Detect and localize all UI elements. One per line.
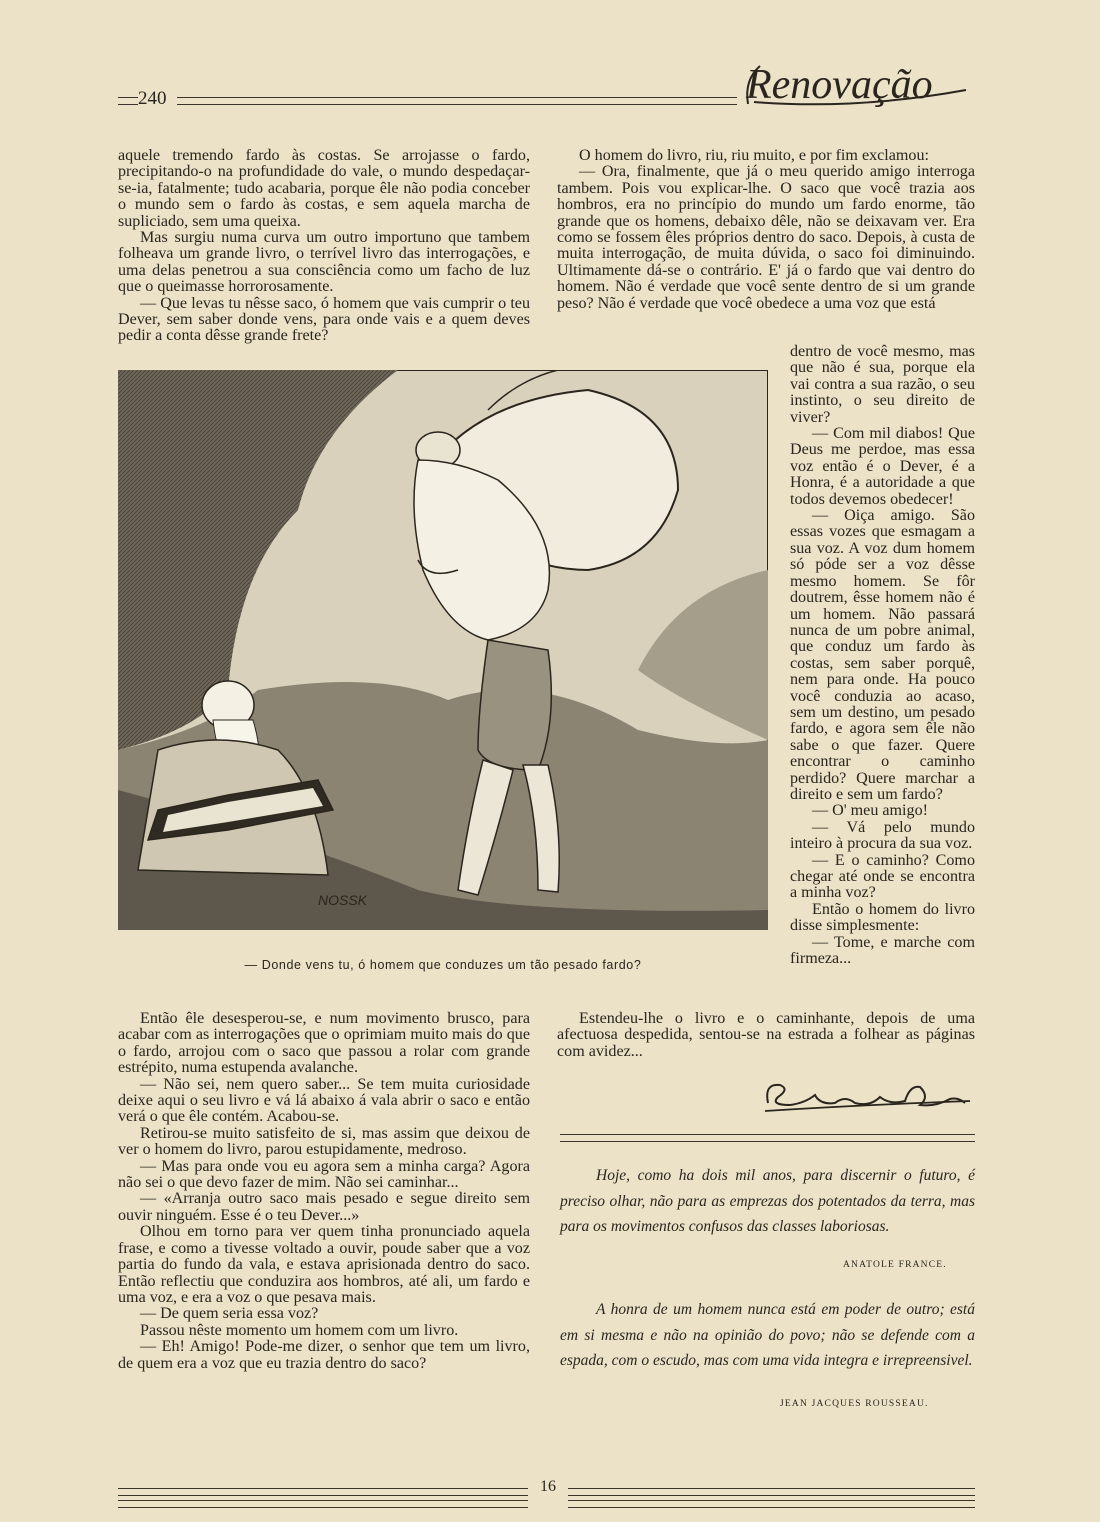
author-signature <box>760 1075 975 1115</box>
article-column-right-bottom <box>557 1011 975 1060</box>
paragraph: — Com mil diabos! Que Deus me perdoe, mas essa voz então é o Dever, é a Honra, é a autoridade a que todos devemos obedecer! <box>790 425 975 508</box>
paragraph: Então êle desesperou-se, e num movimento brusco, para acabar com as interrogações que o oprimiam muito mais do que o fardo, arrojou com o saco que passou a rolar com grande estrépito, numa estupenda avalanche. <box>118 1010 530 1077</box>
paragraph: — De quem seria essa voz? <box>140 1305 319 1323</box>
footer-rule-right-2 <box>568 1500 975 1508</box>
figure-caption: — Donde vens tu, ó homem que conduzes um tão pesado fardo? <box>244 958 642 972</box>
quote-text: A honra de um homem nunca está em poder de outro; está em si mesma e não na opinião do povo; não se defende com a espada, com o escudo, mas com uma vida integra e irrepreensivel. <box>560 1301 975 1369</box>
paragraph: Passou nêste momento um homem com um livro. <box>140 1321 459 1339</box>
article-column-right-top <box>557 148 975 312</box>
paragraph: Mas surgiu numa curva um outro importuno que tambem folheava um grande livro, o terrível livro das interrogações, e uma delas penetrou a sua consciência como um facho de luz que o queimasse horrorosamente. <box>118 229 530 296</box>
header-rule-left-stub <box>118 97 138 105</box>
paragraph: aquele tremendo fardo às costas. Se arrojasse o fardo, precipitando-o na profundidade do vale, o mundo despedaçar-se-ia, fatalmente; tudo acabaria, porque êle não podia conceber o mundo sem o fardo às costas, e sem aquela marcha de supliciado, sem uma queixa. <box>118 147 530 230</box>
footer-rule-left <box>118 1488 528 1496</box>
article-column-right-narrow <box>790 344 975 967</box>
masthead-title: Renovação <box>746 62 933 108</box>
footer-rule-left-2 <box>118 1500 528 1508</box>
paragraph: — «Arranja outro saco mais pesado e segue direito sem ouvir ninguém. Esse é o teu Dever...» <box>118 1190 530 1224</box>
masthead-logo <box>736 50 976 120</box>
paragraph: Então o homem do livro disse simplesmente: <box>790 900 975 935</box>
paragraph: — Mas para onde vou eu agora sem a minha carga? Agora não sei o que devo fazer de mim. Não sei caminhar... <box>118 1157 530 1192</box>
traveller-trousers <box>478 640 551 770</box>
page-number: 240 <box>138 88 167 109</box>
paragraph: — E o caminho? Como chegar até onde se encontra a minha voz? <box>790 851 975 902</box>
paragraph: — Vá pelo mundo inteiro à procura da sua voz. <box>790 818 975 853</box>
article-column-left-top <box>118 148 530 345</box>
quote-rousseau <box>560 1297 975 1374</box>
footer-rule-right <box>568 1488 975 1496</box>
article-column-left-bottom <box>118 1011 530 1372</box>
paragraph: — Eh! Amigo! Pode-me dizer, o senhor que tem um livro, de quem era a voz que eu trazia dentro do saco? <box>118 1338 530 1372</box>
header-rule <box>177 97 737 105</box>
quote-author: JEAN JACQUES ROUSSEAU. <box>780 1399 929 1409</box>
footer-page-number: 16 <box>540 1478 556 1495</box>
quote-text: Hoje, como ha dois mil anos, para discernir o futuro, é preciso olhar, não para as emprezas dos potentados da terra, mas para os movimentos confusos das classes laboriosas. <box>560 1167 975 1235</box>
artist-signature: NOSSK <box>318 892 368 908</box>
quote-author: ANATOLE FRANCE. <box>843 1260 947 1270</box>
quote-separator-top <box>560 1134 975 1142</box>
paragraph: — Oiça amigo. São essas vozes que esmagam a sua voz. A voz dum homem só póde ser a voz dêsse mesmo homem. Se fôr doutrem, êsse homem não é um homem. Não passará nunca de um pobre animal, que conduz um fardo às costas, sem saber porquê, nem para onde. Ha pouco você conduzia ao acaso, sem um destino, um pesado fardo, e agora sem êle não sabe o que fazer. Quere encontrar o caminho perdido? Quere marchar a direito e sem um fardo? <box>790 507 975 803</box>
paragraph: Estendeu-lhe o livro e o caminhante, depois de uma afectuosa despedida, sentou-se na estrada a folhear as páginas com avidez... <box>557 1010 975 1060</box>
paragraph: Retirou-se muito satisfeito de si, mas assim que deixou de ver o homem do livro, parou estupidamente, medroso. <box>118 1124 530 1159</box>
paragraph: — Ora, finalmente, que já o meu querido amigo interroga tambem. Pois vou explicar-lhe. O saco que você trazia aos hombros, era no princípio do mundo um fardo enorme, tão grande que os homens, debaixo dêle, não se deixavam ver. Era como se fossem êles próprios dentro do saco. Depois, à custa de muita interrogação, de muita dúvida, o saco foi diminuindo. Ultimamente dá-se o contrário. E' já o fardo que vai dentro do homem. Não é verdade que você sente dentro de si um grande peso? Não é verdade que você obedece a uma voz que está <box>557 163 975 312</box>
paragraph: O homem do livro, riu, riu muito, e por fim exclamou: <box>579 147 929 164</box>
paragraph: — Que levas tu nêsse saco, ó homem que vais cumprir o teu Dever, sem saber donde vens, para onde vais e a quem deves pedir a conta dêsse grande frete? <box>118 294 530 345</box>
illustration <box>118 370 768 930</box>
paragraph: — Não sei, nem quero saber... Se tem muita curiosidade deixe aqui o seu livro e vá lá abaixo á vala abrir o saco e então verá o que êle contém. Acabou-se. <box>118 1075 530 1126</box>
paragraph: Olhou em torno para ver quem tinha pronunciado aquela frase, e como a tivesse voltado a ouvir, poude saber que a voz partia do fundo da vala, e estava aprisionada dentro do saco. Então reflectiu que conduzira aos hombros, até ali, um fardo e uma voz, e era a voz o que pesava mais. <box>118 1223 530 1306</box>
paragraph: dentro de você mesmo, mas que não é sua, porque ela vai contra a sua razão, o seu instinto, o seu direito de viver? <box>790 343 975 426</box>
paragraph: — O' meu amigo! <box>812 802 928 820</box>
paragraph: — Tome, e marche com firmeza... <box>790 933 975 968</box>
quote-anatole-france <box>560 1163 975 1240</box>
